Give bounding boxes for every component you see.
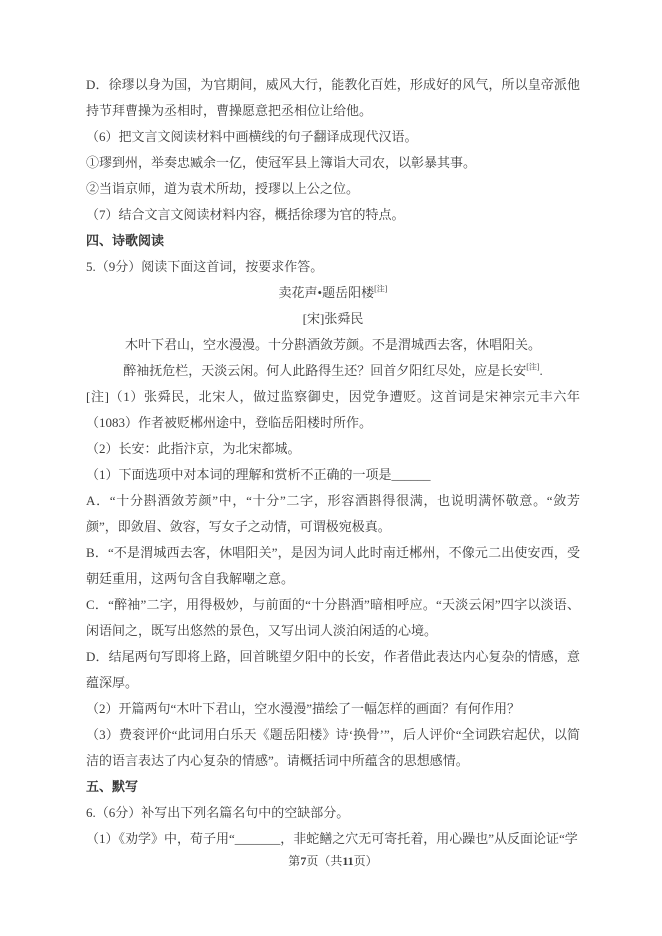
poem-author: [宋]张舜民 [302,311,364,326]
footer-prefix: 第 [288,854,301,868]
question-7-prompt: （7）结合文言文阅读材料内容，概括徐璆为官的特点。 [86,207,405,222]
question-5-2-stem: （2）开篇两句“木叶下君山，空水漫漫”描绘了一幅怎样的画面？有何作用？ [86,701,521,716]
question-6-prompt: （6）把文言文阅读材料中画横线的句子翻译成现代汉语。 [86,129,418,144]
poem-title: 卖花声•题岳阳楼 [278,285,375,300]
poem-note-2: （2）长安：此指汴京，为北宋都城。 [86,441,301,456]
poem-line-2-tail: . [539,363,543,378]
question-5-1-stem: （1）下面选项中对本词的理解和赏析不正确的一项是______ [86,467,431,482]
option-c: C．“醉袖”二字，用得极妙，与前面的“十分斟酒”暗相呼应。“天淡云闲”四字以淡语、闲语间之，既写出悠然的景色，又写出词人淡泊闲适的心境。 [86,597,580,638]
option-a: A．“十分斟酒敛芳颜”中，“十分”二字，形容酒斟得很满，也说明满怀敬意。“敛芳颜”，即敛眉、敛容，写女子之动情，可谓极宛极真。 [86,493,580,534]
question-5-stem: 5.（9分）阅读下面这首词，按要求作答。 [86,259,324,274]
option-d-q5: D．结尾两句写即将上路，回首眺望夕阳中的长安，作者借此表达内心复杂的情感，意蕴深厚。 [86,649,580,690]
option-d-text: D．徐璆以身为国，为官期间，威风大行，能教化百姓，形成好的风气，所以皇帝派他持节拜曹操为丞相时，曹操愿意把丞相位让给他。 [86,77,580,118]
option-b: B．“不是渭城西去客，休唱阳关”，是因为词人此时南迁郴州，不像元二出使安西，受朝廷重用，这两句含自我解嘲之意。 [86,545,580,586]
section-4-heading: 四、诗歌阅读 [86,233,165,248]
footer-mid: 页（共 [306,854,343,868]
poem-title-note-marker: [注] [374,284,388,294]
translation-sentence-2: ②当诣京师，道为袁术所劫，授璆以上公之位。 [86,181,360,196]
page-footer [86,852,580,870]
footer-page-number: 7 [300,854,307,868]
poem-note-1: [注]（1）张舜民，北宋人，做过监察御史，因党争遭贬。这首词是宋神宗元丰六年（1083）作者被贬郴州途中，登临岳阳楼时所作。 [86,389,580,430]
question-6-stem: 6.（6分）补写出下列名篇名句中的空缺部分。 [86,805,350,820]
poem-title-line [86,280,580,306]
poem-line-1: 木叶下君山，空水漫漫。十分斟酒敛芳颜。不是渭城西去客，休唱阳关。 [124,337,541,352]
poem-line-2: 醉袖抚危栏，天淡云闲。何人此路得生还？回首夕阳红尽处，应是长安 [123,363,527,378]
question-6-1-stem: （1）《劝学》中，荀子用“_______，非蛇鳝之穴无可寄托着，用心躁也”从反面论证“学 [86,831,578,846]
footer-suffix: 页） [353,854,378,868]
footer-total-pages: 11 [342,854,354,868]
poem-line-2-note-marker: [注] [526,362,540,372]
translation-sentence-1: ①璆到州，举奏忠臧余一亿，使冠军县上簿诣大司农，以彰暴其事。 [86,155,477,170]
section-5-heading: 五、默写 [86,779,139,794]
question-5-3-stem: （3）费衮评价“此词用白乐天《题岳阳楼》诗‘换骨’”，后人评价“全词跌宕起伏，以简洁的语言表达了内心复杂的情感”。请概括词中所蕴含的思想感情。 [86,727,580,768]
poem-line-2-wrap [86,358,580,384]
